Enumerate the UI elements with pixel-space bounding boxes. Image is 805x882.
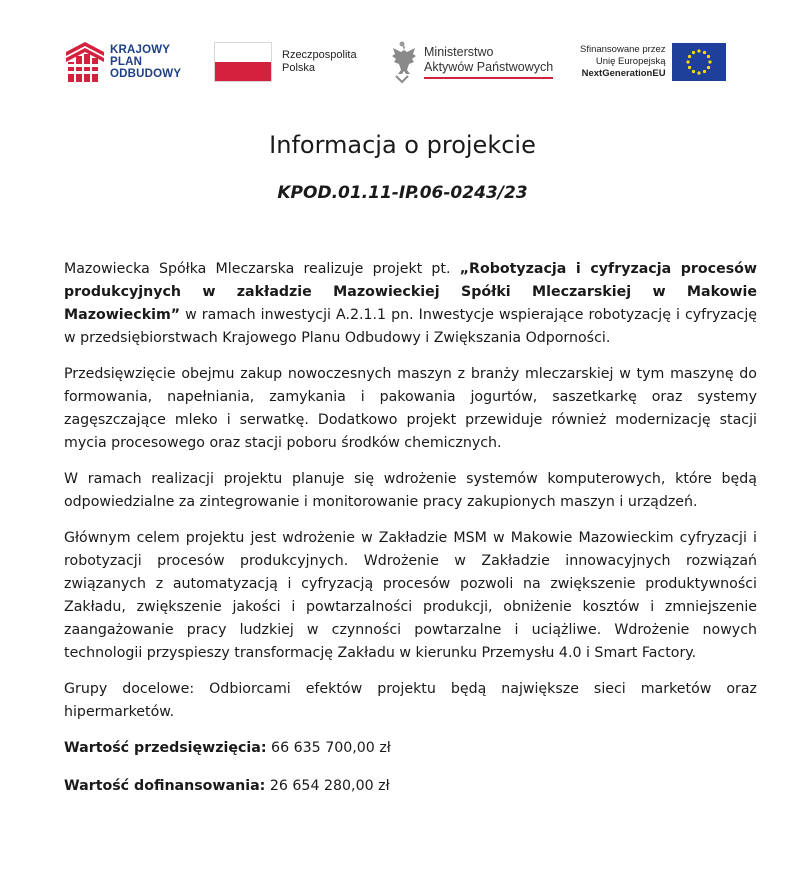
kpo-line-2: PLAN xyxy=(110,56,143,68)
project-description xyxy=(64,258,757,813)
rp-line-2: Polska xyxy=(282,62,316,74)
project-code: KPOD.01.11-IP.06-0243/23 xyxy=(277,183,528,203)
total-value-row xyxy=(64,737,757,760)
rp-line-1: Rzeczpospolita xyxy=(282,49,357,61)
ministry-line-1: Ministerstwo xyxy=(424,45,494,59)
paragraph-scope: Przedsięwzięcie obejmu zakup nowoczesnych maszyn z branży mleczarskiej w tym maszynę do formowania, napełniania, zamykania i pakowania jogurtów, saszetkarkę oraz systemy zagęszczające mleko i serwatkę. Dodatkowo projekt przewiduje również modernizację stacji mycia procesowego oraz stacji poboru środków chemicznych. xyxy=(64,366,757,451)
kpo-line-3: ODBUDOWY xyxy=(110,68,182,80)
kpo-line-1: KRAJOWY xyxy=(110,44,171,56)
page-title: Informacja o projekcie xyxy=(269,131,536,159)
ministry-line-2: Aktywów Państwowych xyxy=(424,60,553,79)
kpo-emblem-icon xyxy=(66,42,104,82)
paragraph-intro: Mazowiecka Spółka Mleczarska realizuje projekt pt. „Robotyzacja i cyfryzacja procesów produkcyjnych w zakładzie Mazowieckiej Spółki Mleczarskiej w Makowie Mazowieckim” w ramach inwestycji A.2.1.1 pn. Inwestycje wspierające robotyzację i cyfryzację w przedsiębiorstwach Krajowego Planu Odbudowy i Zwiększania Odporności. xyxy=(64,261,757,346)
funding-value-label: Wartość dofinansowania: xyxy=(64,778,266,794)
funding-value-row xyxy=(64,775,757,798)
paragraph-systems: W ramach realizacji projektu planuje się wdrożenie systemów komputerowych, które będą odpowiedzialne za zintegrowanie i monitorowanie pracy zakupionych maszyn i urządzeń. xyxy=(64,471,757,510)
eu-line-3: NextGenerationEU xyxy=(581,68,666,79)
total-value-label: Wartość przedsięwzięcia: xyxy=(64,740,267,756)
funding-value: 26 654 280,00 zł xyxy=(265,778,390,794)
project-name: „Robotyzacja i cyfryzacja procesów produkcyjnych w zakładzie Mazowieckiej Spółki Mleczarskiej w Makowie Mazowieckim” xyxy=(64,261,757,323)
ministry-logo xyxy=(384,40,553,84)
eu-line-1: Sfinansowane przez xyxy=(580,44,666,55)
kpo-logo xyxy=(66,42,181,82)
paragraph-goal: Głównym celem projektu jest wdrożenie w Zakładzie MSM w Makowie Mazowieckim cyfryzacji i robotyzacji procesów produkcyjnych. Wdrożenie w Zakładzie innowacyjnych rozwiązań związanych z automatyzacją i cyfryzacją procesów pozwoli na zwiększenie produktywności Zakładu, zwiększenie jakości i powtarzalności produkcji, obniżenie kosztów i zmniejszenie zaangażowanie pracy ludzkiej w czynności powtarzalne i uciążliwe. Wdrożenie nowych technologii przyspieszy transformację Zakładu w kierunku Przemysłu 4.0 i Smart Factory. xyxy=(64,530,757,661)
total-value: 66 635 700,00 zł xyxy=(266,740,391,756)
logo-bar xyxy=(0,0,805,100)
eu-logo xyxy=(580,43,726,81)
eu-flag-icon xyxy=(672,43,726,81)
paragraph-target-groups: Grupy docelowe: Odbiorcami efektów projektu będą największe sieci marketów oraz hipermarketów. xyxy=(64,681,757,720)
eu-line-2: Unię Europejską xyxy=(595,56,666,67)
rzeczpospolita-logo xyxy=(214,42,357,82)
eagle-emblem-icon xyxy=(384,40,420,84)
polish-flag-icon xyxy=(214,42,272,82)
